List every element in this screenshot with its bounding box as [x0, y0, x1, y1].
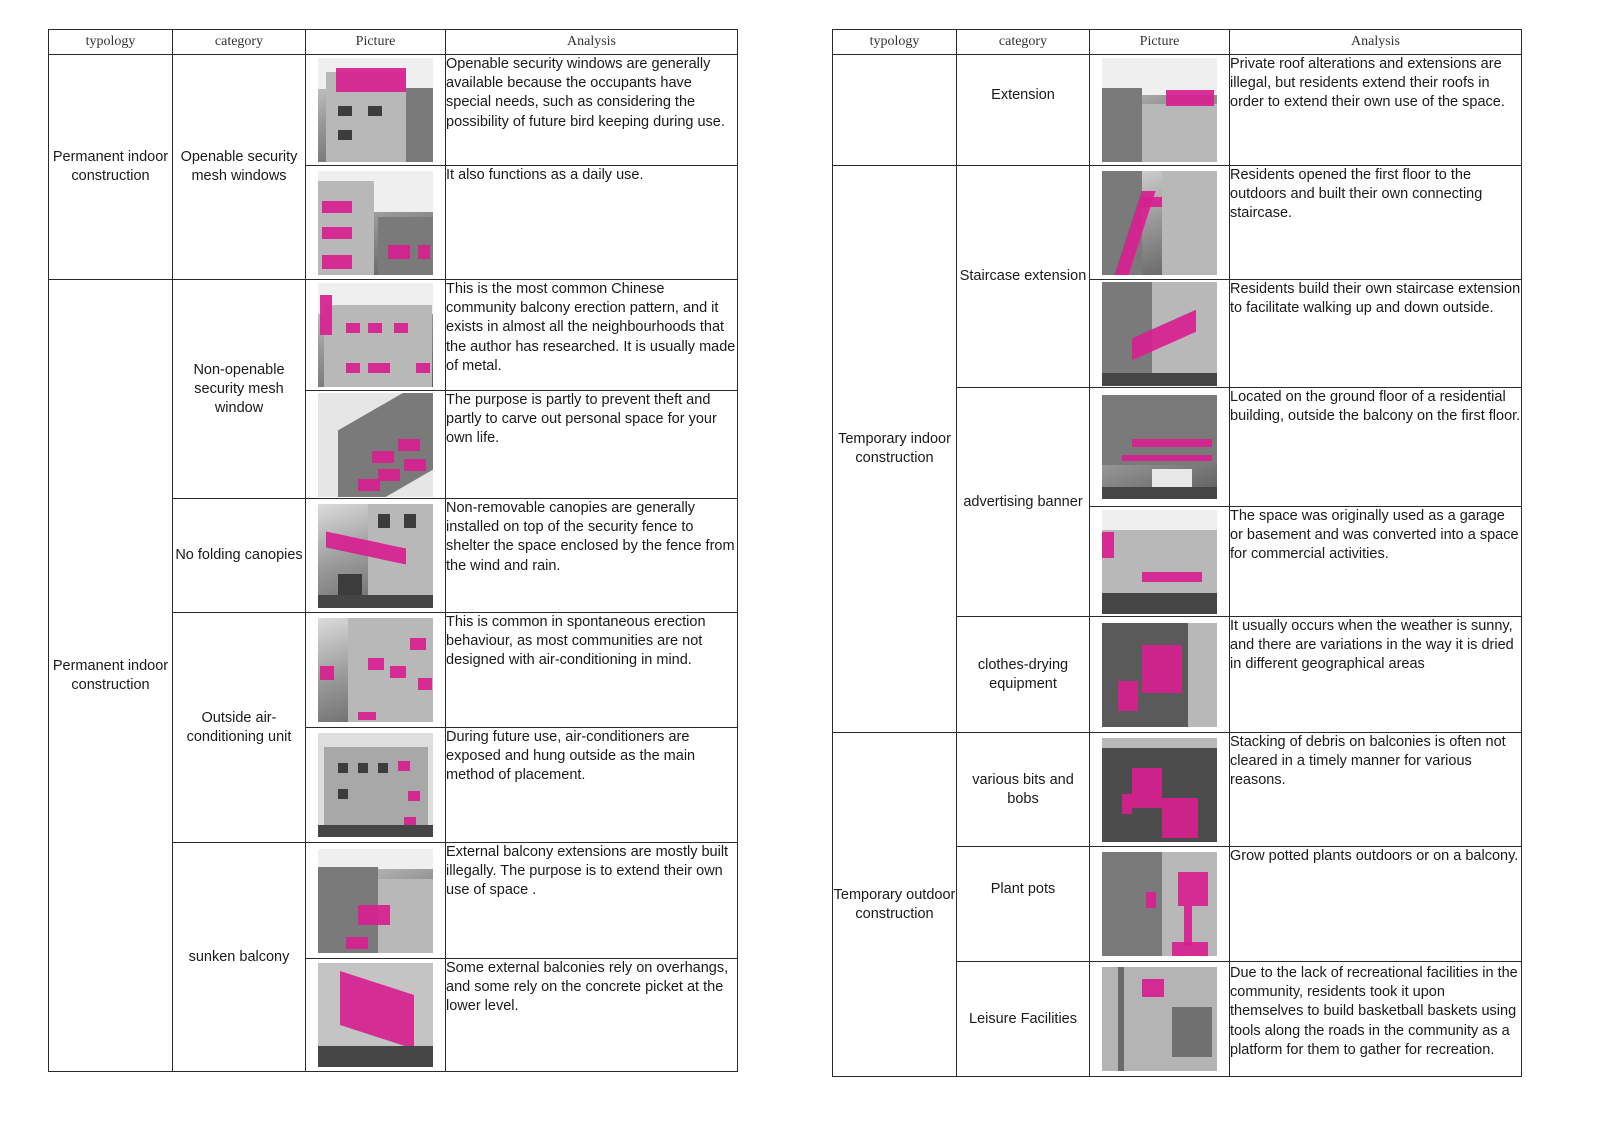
header-category: category	[173, 30, 306, 55]
photo-staircase-2	[1102, 282, 1217, 386]
photo-roof-extension	[1102, 58, 1217, 162]
category-cell: Non-openable security mesh window	[173, 280, 306, 499]
analysis-cell: Non-removable canopies are generally installed on top of the security fence to shelter the space enclosed by the fence from the wind and rain.	[446, 499, 738, 613]
header-picture: Picture	[306, 30, 446, 55]
photo-canopy	[318, 504, 433, 608]
category-cell: Outside air-conditioning unit	[173, 613, 306, 843]
photo-aircon-2	[318, 733, 433, 837]
analysis-cell: External balcony extensions are mostly built illegally. The purpose is to extend their own use of space .	[446, 843, 738, 959]
typology-cell: Temporary indoor construction	[833, 166, 957, 733]
typology-cell: Permanent indoor construction	[49, 55, 173, 280]
photo-banner-1	[1102, 395, 1217, 499]
category-cell: Plant pots	[957, 847, 1090, 962]
table-row	[833, 733, 1522, 847]
category-cell: clothes-drying equipment	[957, 617, 1090, 733]
analysis-cell: The space was originally used as a garage or basement and was converted into a space for commercial activities.	[1230, 507, 1522, 617]
right-typology-table	[832, 29, 1522, 1077]
analysis-cell: Openable security windows are generally available because the occupants have special needs, such as considering the possibility of future bird keeping during use.	[446, 55, 738, 166]
analysis-cell: Located on the ground floor of a residential building, outside the balcony on the first floor.	[1230, 388, 1522, 507]
category-cell: Leisure Facilities	[957, 962, 1090, 1077]
category-cell: sunken balcony	[173, 843, 306, 1072]
analysis-cell: Residents build their own staircase extension to facilitate walking up and down outside.	[1230, 280, 1522, 388]
photo-banner-2	[1102, 510, 1217, 614]
category-cell: various bits and bobs	[957, 733, 1090, 847]
photo-basketball-hoop	[1102, 967, 1217, 1071]
analysis-cell: Grow potted plants outdoors or on a balcony.	[1230, 847, 1522, 962]
category-cell: advertising banner	[957, 388, 1090, 617]
analysis-cell: Stacking of debris on balconies is often not cleared in a timely manner for various reasons.	[1230, 733, 1522, 847]
photo-nonopenable-window-2	[318, 393, 433, 497]
photo-aircon-1	[318, 618, 433, 722]
photo-sunken-balcony-1	[318, 849, 433, 953]
category-cell: Staircase extension	[957, 166, 1090, 388]
analysis-cell: This is common in spontaneous erection behaviour, as most communities are not designed with air-conditioning in mind.	[446, 613, 738, 728]
table-row	[833, 166, 1522, 280]
photo-nonopenable-window-1	[318, 283, 433, 387]
header-row	[833, 30, 1522, 55]
photo-sunken-balcony-2	[318, 963, 433, 1067]
photo-bits-and-bobs	[1102, 738, 1217, 842]
category-cell: No folding canopies	[173, 499, 306, 613]
header-category: category	[957, 30, 1090, 55]
photo-clothes-drying	[1102, 623, 1217, 727]
table-row	[49, 55, 738, 166]
analysis-cell: This is the most common Chinese community balcony erection pattern, and it exists in almost all the neighbourhoods that the author has researched. It is usually made of metal.	[446, 280, 738, 391]
category-cell: Extension	[957, 55, 1090, 166]
analysis-cell: Residents opened the first floor to the outdoors and built their own connecting staircase.	[1230, 166, 1522, 280]
header-typology: typology	[49, 30, 173, 55]
analysis-cell: It also functions as a daily use.	[446, 166, 738, 280]
category-cell: Openable security mesh windows	[173, 55, 306, 280]
photo-staircase-1	[1102, 171, 1217, 275]
analysis-cell: Some external balconies rely on overhangs, and some rely on the concrete picket at the lower level.	[446, 959, 738, 1072]
photo-plant-pots	[1102, 852, 1217, 956]
photo-openable-window-1	[318, 58, 433, 162]
header-analysis: Analysis	[446, 30, 738, 55]
header-typology: typology	[833, 30, 957, 55]
analysis-cell: It usually occurs when the weather is sunny, and there are variations in the way it is dried in different geographical areas	[1230, 617, 1522, 733]
analysis-cell: The purpose is partly to prevent theft and partly to carve out personal space for your own life.	[446, 391, 738, 499]
analysis-cell: Due to the lack of recreational facilities in the community, residents took it upon themselves to build basketball baskets using tools along the roads in the community as a platform for them to gather for recreation.	[1230, 962, 1522, 1077]
header-analysis: Analysis	[1230, 30, 1522, 55]
photo-openable-window-2	[318, 171, 433, 275]
typology-cell	[833, 55, 957, 166]
typology-cell: Temporary outdoor construction	[833, 733, 957, 1077]
left-typology-table	[48, 29, 738, 1072]
analysis-cell: Private roof alterations and extensions are illegal, but residents extend their roofs in order to extend their own use of the space.	[1230, 55, 1522, 166]
typology-cell: Permanent indoor construction	[49, 280, 173, 1072]
analysis-cell: During future use, air-conditioners are exposed and hung outside as the main method of placement.	[446, 728, 738, 843]
header-picture: Picture	[1090, 30, 1230, 55]
header-row	[49, 30, 738, 55]
table-row	[833, 55, 1522, 166]
table-row	[49, 280, 738, 391]
